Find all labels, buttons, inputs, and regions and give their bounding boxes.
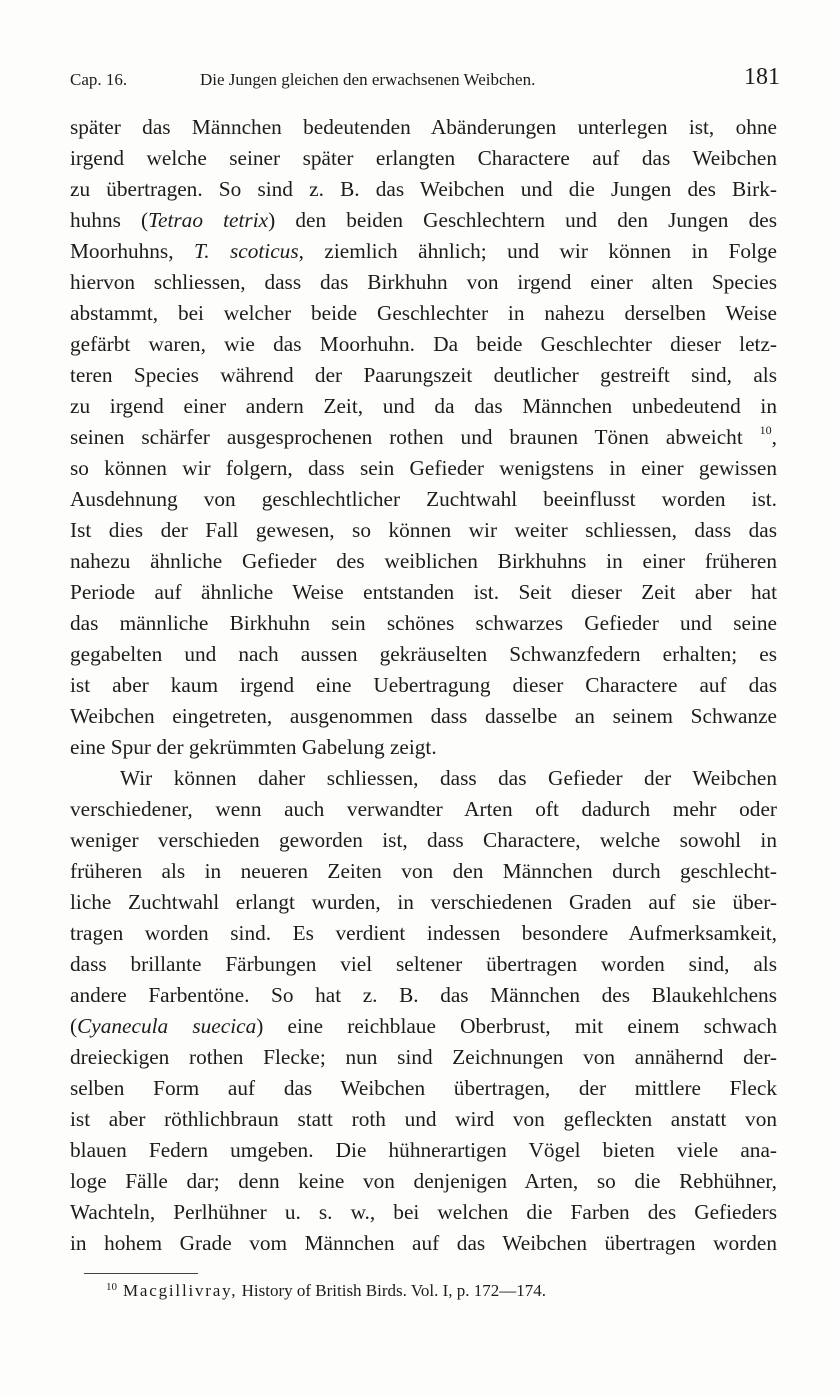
text-line — [70, 1228, 777, 1259]
text-line-content: das männliche Birkhuhn sein schönes schwarzes Gefieder und seine — [70, 611, 777, 635]
text-line-content: liche Zuchtwahl erlangt wurden, in verschiedenen Graden auf sie über- — [70, 890, 777, 914]
text-line — [70, 1042, 777, 1073]
text-line-content: Ist dies der Fall gewesen, so können wir weiter schliessen, dass das — [70, 518, 777, 542]
text-line — [70, 205, 777, 236]
footnote-reference: 10 — [759, 422, 772, 437]
text-line — [70, 856, 777, 887]
text-line — [70, 639, 777, 670]
text-line-content: in hohem Grade vom Männchen auf das Weibchen übertragen worden — [70, 1231, 777, 1255]
text-segment: huhns ( — [70, 208, 149, 232]
page-number: 181 — [744, 64, 780, 90]
footnote-author: Macgillivray, — [123, 1281, 238, 1300]
text-line — [70, 825, 777, 856]
text-line — [70, 1104, 777, 1135]
text-line-content: ist aber kaum irgend eine Uebertragung dieser Charactere auf das — [70, 673, 777, 697]
text-segment: ) eine reichblaue Oberbrust, mit einem schwach — [256, 1014, 777, 1038]
text-line — [70, 1135, 777, 1166]
running-title: Die Jungen gleichen den erwachsenen Weibchen. — [200, 70, 536, 89]
text-segment: seinen schärfer ausgesprochenen rothen und braunen Tönen abweicht — [70, 425, 760, 449]
text-line-content: ist aber röthlichbraun statt roth und wird von gefleckten anstatt von — [70, 1107, 777, 1131]
text-line — [70, 1197, 777, 1228]
text-line-content: später das Männchen bedeutenden Abänderungen unterlegen ist, ohne — [70, 115, 777, 139]
text-line-content: gefärbt waren, wie das Moorhuhn. Da beide Geschlechter dieser letz- — [70, 332, 777, 356]
text-line — [70, 267, 777, 298]
text-line-content: zu irgend einer andern Zeit, und da das Männchen unbedeutend in — [70, 394, 777, 418]
text-line-content: eine Spur der gekrümmten Gabelung zeigt. — [70, 735, 437, 759]
text-line-content: andere Farbentöne. So hat z. B. das Männchen des Blaukehlchens — [70, 983, 777, 1007]
text-line-content: loge Fälle dar; denn keine von denjenigen Arten, so die Rebhühner, — [70, 1169, 777, 1193]
text-line — [70, 236, 777, 267]
text-line-content — [70, 239, 777, 263]
text-line — [70, 794, 777, 825]
text-line — [70, 732, 777, 763]
text-line-content: dreieckigen rothen Flecke; nun sind Zeichnungen von annähernd der- — [70, 1045, 777, 1069]
text-line-content: nahezu ähnliche Gefieder des weiblichen Birkhuhns in einer früheren — [70, 549, 777, 573]
text-line — [70, 174, 777, 205]
text-line — [70, 360, 777, 391]
text-line-content: irgend welche seiner später erlangten Charactere auf das Weibchen — [70, 146, 777, 170]
text-line — [70, 391, 777, 422]
text-line — [70, 887, 777, 918]
footnote-text: History of British Birds. Vol. I, p. 172—174. — [241, 1281, 547, 1300]
text-line-content: tragen worden sind. Es verdient indessen besondere Aufmerksamkeit, — [70, 921, 777, 945]
running-header — [70, 62, 780, 98]
text-line-content: hiervon schliessen, dass das Birkhuhn von irgend einer alten Species — [70, 270, 777, 294]
text-line — [70, 949, 777, 980]
text-line-content: weniger verschieden geworden ist, dass Charactere, welche sowohl in — [70, 828, 777, 852]
text-line — [70, 1011, 777, 1042]
text-line-content — [70, 1014, 777, 1038]
text-line — [70, 546, 777, 577]
species-name: Cyanecula suecica — [77, 1014, 257, 1038]
text-line — [70, 608, 777, 639]
text-line-content: teren Species während der Paarungszeit deutlicher gestreift sind, als — [70, 363, 777, 387]
body-text — [70, 112, 777, 1259]
footnote-marker: 10 — [106, 1281, 117, 1293]
footnote-divider — [84, 1273, 198, 1274]
species-name: T. scoticus — [193, 239, 299, 263]
text-line-content: Wir können daher schliessen, dass das Gefieder der Weibchen — [120, 766, 777, 790]
text-line — [70, 670, 777, 701]
text-line — [70, 453, 777, 484]
text-line — [70, 112, 777, 143]
chapter-label: Cap. 16. — [70, 70, 128, 89]
text-line-content: abstammt, bei welcher beide Geschlechter in nahezu derselben Weise — [70, 301, 777, 325]
text-line-content: Weibchen eingetreten, ausgenommen dass dasselbe an seinem Schwanze — [70, 704, 777, 728]
text-line-content — [70, 422, 777, 449]
text-segment: ( — [70, 1014, 78, 1038]
text-line — [70, 701, 777, 732]
text-line — [70, 918, 777, 949]
text-line — [70, 515, 777, 546]
text-line-content: verschiedener, wenn auch verwandter Arten oft dadurch mehr oder — [70, 797, 777, 821]
text-line — [70, 422, 777, 453]
text-line — [70, 329, 777, 360]
text-line — [70, 143, 777, 174]
text-line-content: so können wir folgern, dass sein Gefieder wenigstens in einer gewissen — [70, 456, 777, 480]
text-line — [70, 1166, 777, 1197]
text-segment: Moorhuhns, — [70, 239, 194, 263]
text-segment: , — [771, 425, 777, 449]
text-line-content: Ausdehnung von geschlechtlicher Zuchtwahl beeinflusst worden ist. — [70, 487, 777, 511]
text-segment: , ziemlich ähnlich; und wir können in Folge — [298, 239, 777, 263]
text-line — [70, 980, 777, 1011]
text-line-content: gegabelten und nach aussen gekräuselten Schwanzfedern erhalten; es — [70, 642, 777, 666]
text-line — [70, 577, 777, 608]
text-line-content: blauen Federn umgeben. Die hühnerartigen Vögel bieten viele ana- — [70, 1138, 777, 1162]
text-line-content: früheren als in neueren Zeiten von den Männchen durch geschlecht- — [70, 859, 777, 883]
text-line-content: Periode auf ähnliche Weise entstanden ist. Seit dieser Zeit aber hat — [70, 580, 777, 604]
text-line-content: dass brillante Färbungen viel seltener übertragen worden sind, als — [70, 952, 777, 976]
footnote — [106, 1281, 546, 1303]
text-line — [70, 484, 777, 515]
text-line-content: Wachteln, Perlhühner u. s. w., bei welchen die Farben des Gefieders — [70, 1200, 777, 1224]
text-line — [70, 1073, 777, 1104]
text-line-content: zu übertragen. So sind z. B. das Weibchen und die Jungen des Birk- — [70, 177, 777, 201]
text-line-content: selben Form auf das Weibchen übertragen, der mittlere Fleck — [70, 1076, 777, 1100]
species-name: Tetrao tetrix — [148, 208, 269, 232]
text-line-content — [70, 208, 777, 232]
text-segment: ) den beiden Geschlechtern und den Jungen des — [268, 208, 777, 232]
text-line — [70, 763, 777, 794]
text-line — [70, 298, 777, 329]
